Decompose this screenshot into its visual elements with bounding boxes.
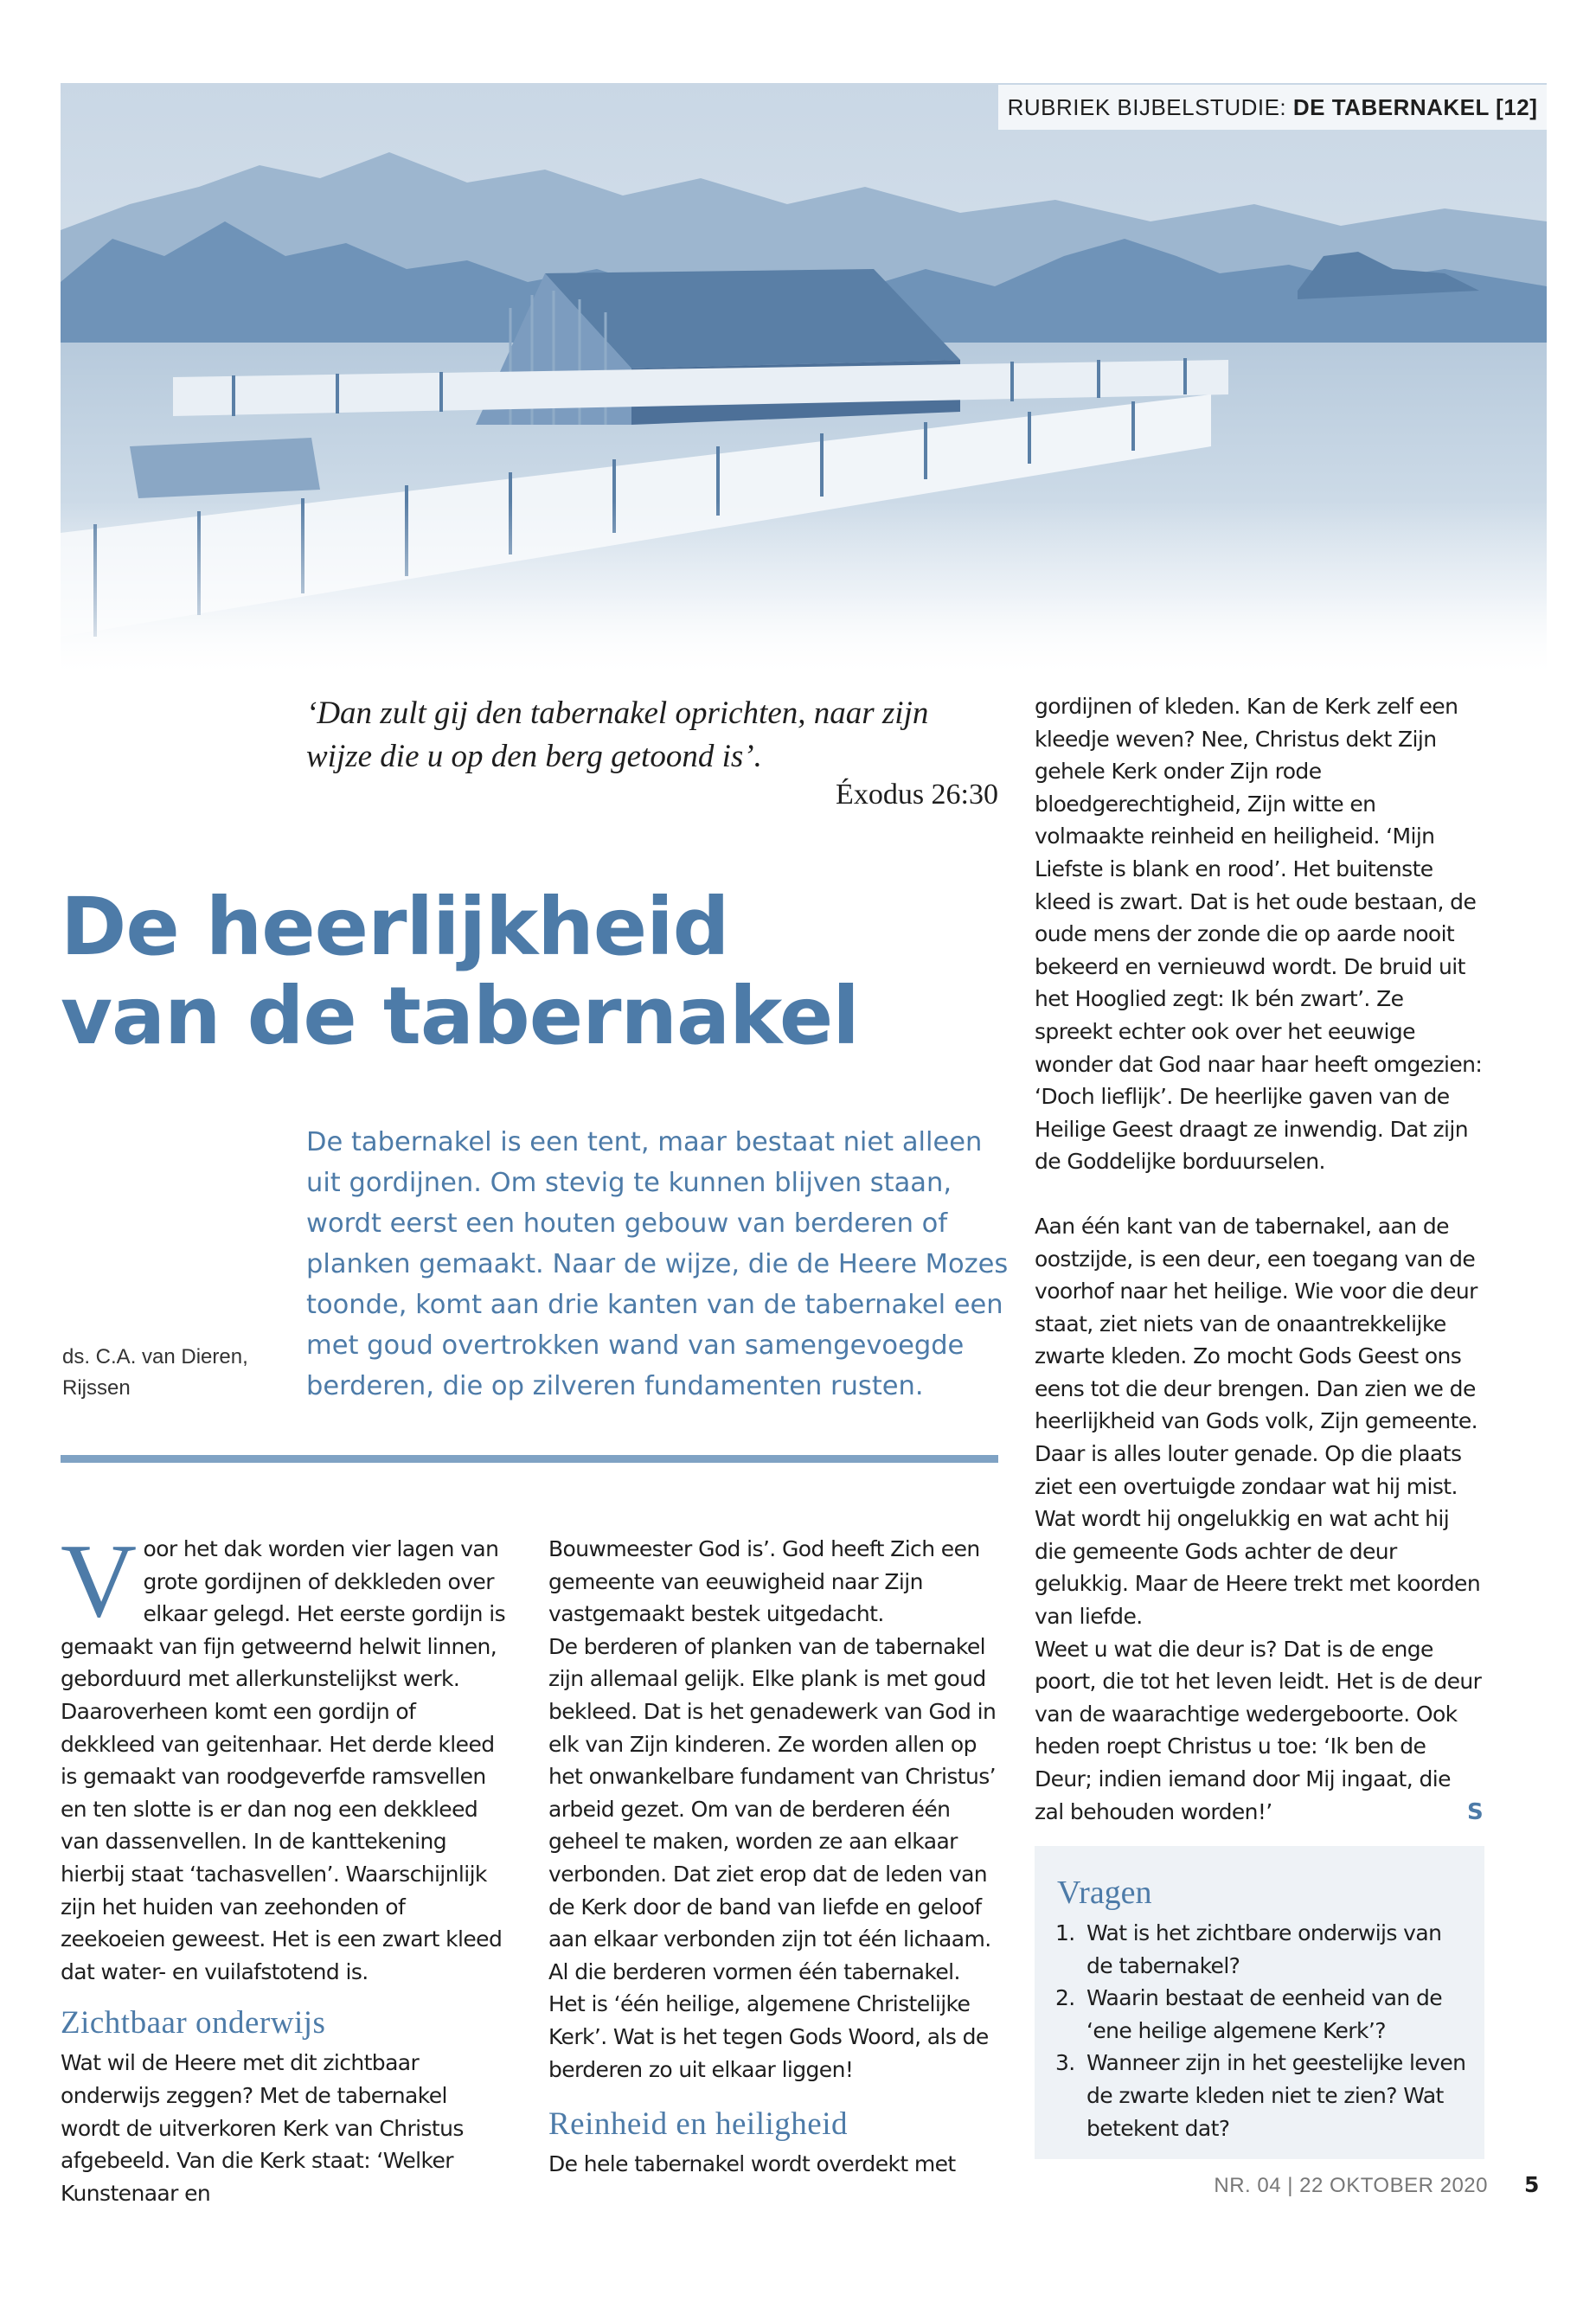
body-paragraph: gordijnen of kleden. Kan de Kerk zelf een kleedje weven? Nee, Christus dekt Zijn gehele Kerk onder Zijn rode bloedgerechtigheid, Zijn witte en volmaakte reinheid en heiligheid. ‘Mijn Liefste is blank en rood’. Het buitenste kleed is zwart. Dat is het oude bestaan, de oude mens der zonde die op aarde nooit bekeerd en vernieuwd wordt. De bruid uit het Hooglied zegt: Ik bén zwart’. Ze spreekt echter ook over het eeuwige wonder dat God naar haar heeft omgezien: ‘Doch lieflijk’. De heerlijke gaven van de Heilige Geest draagt ze inwendig. Dat zijn de Goddelijke borduurselen. (1035, 694, 1483, 1175)
body-paragraph: De berderen of planken van de tabernakel zijn allemaal gelijk. Elke plank is met goud bekleed. Dat is het genadewerk van God in elk van Zijn kinderen. Ze worden allen op het onwankelbare fundament van Christus’ arbeid gezet. Om van de berderen één geheel te maken, worden ze aan elkaar verbonden. Dat ziet erop dat de leden van de Kerk door de band van liefde en geloof aan elkaar verbonden zijn tot één lichaam. Al die berderen vormen één tabernakel. Het is ‘één heilige, algemene Christelijke Kerk’. Wat is het tegen Gods Woord, als de berderen zo uit elkaar liggen! (548, 1633, 997, 2082)
rubric-title: DE TABERNAKEL [12] (1292, 94, 1538, 120)
dropcap: V (61, 1522, 137, 1639)
question-item: 3. Wanneer zijn in het geestelijke leven de zwarte kleden niet te zien? Wat betekent dat? (1055, 2050, 1466, 2141)
body-paragraph: Bouwmeester God is’. God heeft Zich een gemeente van eeuwigheid naar Zijn vastgemaakt bestek uitgedacht. (548, 1536, 980, 1627)
body-paragraph: Aan één kant van de tabernakel, aan de oostzijde, is een deur, een toegang van de voorhof naar het heilige. Wie voor die deur staat, ziet niets van de onaantrekkelijke zwarte kleden. Zo mocht Gods Geest ons eens tot die deur brengen. Dan zien we de heerlijkheid van Gods volk, Zijn gemeente. Daar is alles louter genade. Op die plaats ziet een overtuigde zondaar wat hij mist. Wat wordt hij ongelukkig en wat acht hij die gemeente Gods achter de deur gelukkig. Maar de Heere trekt met koorden van liefde. (1035, 1213, 1481, 1630)
subheading-reinheid-en-heiligheid: Reinheid en heiligheid (548, 2106, 848, 2143)
subheading-zichtbaar-onderwijs: Zichtbaar onderwijs (61, 2005, 326, 2041)
author-name: ds. C.A. van Dieren, (62, 1345, 248, 1368)
question-item: 2. Waarin bestaat de eenheid van de ‘ene heilige algemene Kerk’? (1055, 1985, 1442, 2043)
end-mark-icon: S (1467, 1798, 1484, 1825)
body-paragraph: Wat wil de Heere met dit zichtbaar onderwijs zeggen? Met de tabernakel wordt de uitverkoren Kerk van Christus afgebeeld. Van die Kerk staat: ‘Welker Kunstenaar en (61, 2050, 464, 2206)
body-column-3 (1035, 690, 1484, 1828)
title-line-2: van de tabernakel (61, 970, 859, 1062)
author-byline (62, 1342, 270, 1404)
article-intro: De tabernakel is een tent, maar bestaat niet alleen uit gordijnen. Om stevig te kunnen blijven staan, wordt eerst een houten gebouw van berderen of planken gemaakt. Naar de wijze, die de Heere Mozes toonde, komt aan drie kanten van de tabernakel een met goud overtrokken wand van samengevoegde berderen, die op zilveren fundamenten rusten. (306, 1127, 1009, 1401)
section-rubric (998, 85, 1547, 130)
article-title (61, 882, 1012, 1061)
questions-list (1055, 1917, 1471, 2144)
scripture-reference: Éxodus 26:30 (836, 779, 998, 811)
body-paragraph: De hele tabernakel wordt overdekt met (548, 2151, 956, 2177)
author-location: Rijssen (62, 1376, 131, 1400)
footer-issue-date: NR. 04 | 22 OKTOBER 2020 (1214, 2174, 1488, 2197)
question-item: 1. Wat is het zichtbare onderwijs van de tabernakel? (1055, 1920, 1442, 1978)
rubric-prefix: RUBRIEK BIJBELSTUDIE: (1007, 94, 1293, 120)
page-number: 5 (1524, 2172, 1540, 2197)
divider-rule (61, 1455, 998, 1463)
hero-photo-tabernacle (61, 83, 1547, 680)
scripture-quote: ‘Dan zult gij den tabernakel oprichten, naar zijn wijze die u op den berg getoond is’. (306, 695, 929, 774)
questions-title: Vragen (1057, 1875, 1152, 1911)
title-line-1: De heerlijkheid (61, 881, 729, 973)
body-paragraph: Voor het dak worden vier lagen van grote gordijnen of dekkleden over elkaar gelegd. Het eerste gordijn is gemaakt van fijn getweernd helwit linnen, geborduurd met allerkunstelijkst werk. Daaroverheen komt een gordijn of dekkleed van geitenhaar. Het derde kleed is gemaakt van roodgeverfde ramsvellen en ten slotte is er dan nog een dekkleed van dassenvellen. In de kanttekening hierbij staat ‘tachasvellen’. Waarschijnlijk zijn het huiden van zeehonden of zeekoeien geweest. Het is een zwart kleed dat water- en vuilafstotend is. (61, 1522, 506, 1984)
body-column-2 (548, 1533, 998, 2181)
body-paragraph: Weet u wat die deur is? Dat is de enge poort, die tot het leven leidt. Het is de deur van de waarachtige wedergeboorte. Ook heden roept Christus u toe: ‘Ik ben de Deur; indien iemand door Mij ingaat, die zal behouden worden!’ S (1035, 1636, 1484, 1825)
questions-box (1035, 1846, 1484, 2159)
body-column-1 (61, 1522, 510, 2209)
